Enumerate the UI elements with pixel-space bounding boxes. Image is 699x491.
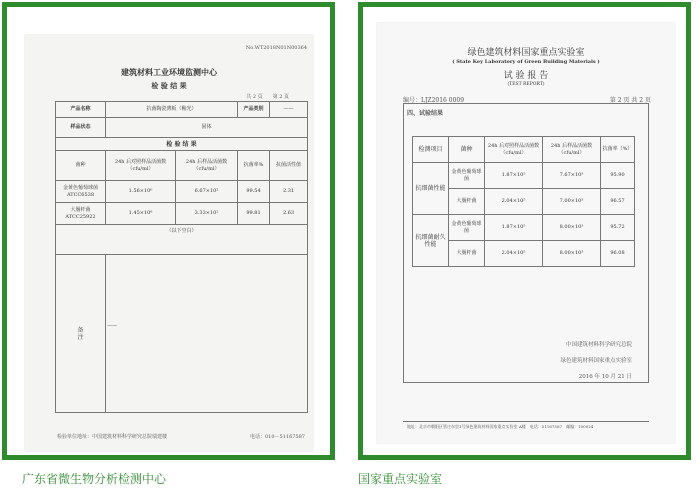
footer-divider bbox=[403, 421, 649, 422]
results-frame bbox=[403, 103, 649, 383]
strain-name: 金黄色葡萄球菌 bbox=[449, 163, 485, 189]
strain-code: ATCC6538 bbox=[66, 191, 95, 198]
doc-number: No.WT2018N01N00364 bbox=[245, 45, 307, 51]
page-info: 第 2 页 共 2 页 bbox=[609, 97, 651, 104]
footer-phone: 电话：010－51167587 bbox=[250, 434, 305, 440]
test-item: 抗细菌性能 bbox=[413, 163, 449, 215]
report-number-label: 编号： bbox=[403, 97, 422, 104]
table-row bbox=[56, 181, 308, 203]
left-image-frame bbox=[2, 2, 335, 460]
state-label: 样品状态 bbox=[56, 118, 106, 138]
sample-value: 7.00×10³ bbox=[543, 189, 601, 215]
header-control: 24h 后对照样品活菌数（cfu/ml） bbox=[485, 137, 543, 163]
sample-value: 3.33×10² bbox=[176, 203, 238, 225]
sample-value: 8.00×10³ bbox=[543, 215, 601, 241]
lab-title-en: ( State Key Laboratory of Green Building Materials ) bbox=[452, 59, 600, 65]
strain-name: 金黄色葡萄球菌 bbox=[62, 184, 98, 191]
blank-note: （以下空白） bbox=[56, 225, 308, 255]
signature-institute: 中国建筑材料科学研究总院 bbox=[565, 342, 632, 348]
strain-code: ATCC25922 bbox=[65, 213, 96, 220]
control-value: 2.04×10⁵ bbox=[485, 241, 543, 267]
product-name: 抗菌陶瓷薄板（釉光） bbox=[106, 102, 238, 118]
caption-right: 国家重点实验室 bbox=[358, 472, 443, 486]
caption-left: 广东省微生物分析检测中心 bbox=[22, 472, 167, 486]
control-value: 1.56×10⁶ bbox=[106, 181, 176, 203]
signature-date: 2016 年 10 月 21 日 bbox=[578, 374, 632, 380]
signature-lab: 绿色建筑材料国家重点实验室 bbox=[560, 358, 632, 364]
header-strain: 菌种 bbox=[449, 137, 485, 163]
header-strain: 菌种 bbox=[56, 151, 106, 181]
org-name: 建筑材料工业环境监测中心 bbox=[121, 67, 217, 77]
table-row bbox=[56, 203, 308, 225]
table-row bbox=[413, 215, 635, 241]
report-number-value: LJZ2016 0009 bbox=[421, 97, 465, 104]
header-rate: 抗菌率% bbox=[238, 151, 270, 181]
product-name-label: 产品名称 bbox=[56, 102, 106, 118]
header-activity: 抗菌活性值 bbox=[270, 151, 308, 181]
rate-value: 99.54 bbox=[238, 181, 270, 203]
strain-name: 大肠杆菌 bbox=[70, 206, 91, 213]
report-title-cn: 试 验 报 告 bbox=[503, 71, 549, 81]
control-value: 2.04×10⁵ bbox=[485, 189, 543, 215]
right-image-frame bbox=[358, 2, 691, 460]
header-item: 检测项目 bbox=[413, 137, 449, 163]
activity-value: 2.31 bbox=[270, 181, 308, 203]
control-value: 1.87×10⁵ bbox=[485, 163, 543, 189]
report-title: 检 验 结 果 bbox=[151, 81, 187, 90]
strain-name: 大肠杆菌 bbox=[449, 241, 485, 267]
test-item: 抗细菌耐久性能 bbox=[413, 215, 449, 267]
category: —— bbox=[270, 102, 308, 118]
test-results-table bbox=[412, 136, 635, 267]
header-control: 24h 后对照样品活菌数（cfu/ml） bbox=[106, 151, 176, 181]
control-value: 1.45×10⁶ bbox=[106, 203, 176, 225]
sample-value: 8.00×10³ bbox=[543, 241, 601, 267]
rate-value: 99.81 bbox=[238, 203, 270, 225]
footer-address: 地址：北京市朝阳区管庄东里1号绿色建筑材料国家重点实验室 A楼 电话：51167587 邮编：100024 bbox=[407, 424, 594, 429]
header-sample: 24h 后样品活菌数（cfu/ml） bbox=[176, 151, 238, 181]
sample-value: 7.67×10³ bbox=[543, 163, 601, 189]
remarks-label: 备 注 bbox=[56, 255, 106, 413]
footer-address: 检验单位地址：中国建筑材料科学研究总院瑞建楼 bbox=[57, 434, 168, 440]
left-report-paper bbox=[25, 35, 313, 451]
header-rate: 抗菌率（%） bbox=[601, 137, 635, 163]
activity-value: 2.63 bbox=[270, 203, 308, 225]
category-label: 产品类别 bbox=[238, 102, 270, 118]
table-row bbox=[413, 163, 635, 189]
remarks: —— bbox=[106, 255, 308, 413]
results-table bbox=[55, 101, 308, 413]
sample-value: 6.67×10² bbox=[176, 181, 238, 203]
state: 固体 bbox=[106, 118, 308, 138]
right-report-paper bbox=[377, 23, 675, 443]
strain-name: 大肠杆菌 bbox=[449, 189, 485, 215]
section-title: 四、试验结果 bbox=[407, 110, 444, 117]
header-sample: 24h 后样品活菌数（cfu/ml） bbox=[543, 137, 601, 163]
rate-value: 95.72 bbox=[601, 215, 635, 241]
results-title: 检 验 结 果 bbox=[56, 138, 308, 151]
rate-value: 96.57 bbox=[601, 189, 635, 215]
strain-name: 金黄色葡萄球菌 bbox=[449, 215, 485, 241]
page-info: 共 2 页 第 2 页 bbox=[246, 94, 289, 100]
rate-value: 95.90 bbox=[601, 163, 635, 189]
control-value: 1.87×10⁵ bbox=[485, 215, 543, 241]
rate-value: 96.08 bbox=[601, 241, 635, 267]
report-title-en: (TEST REPORT) bbox=[507, 82, 545, 87]
lab-title-cn: 绿色建筑材料国家重点实验室 bbox=[467, 48, 585, 58]
